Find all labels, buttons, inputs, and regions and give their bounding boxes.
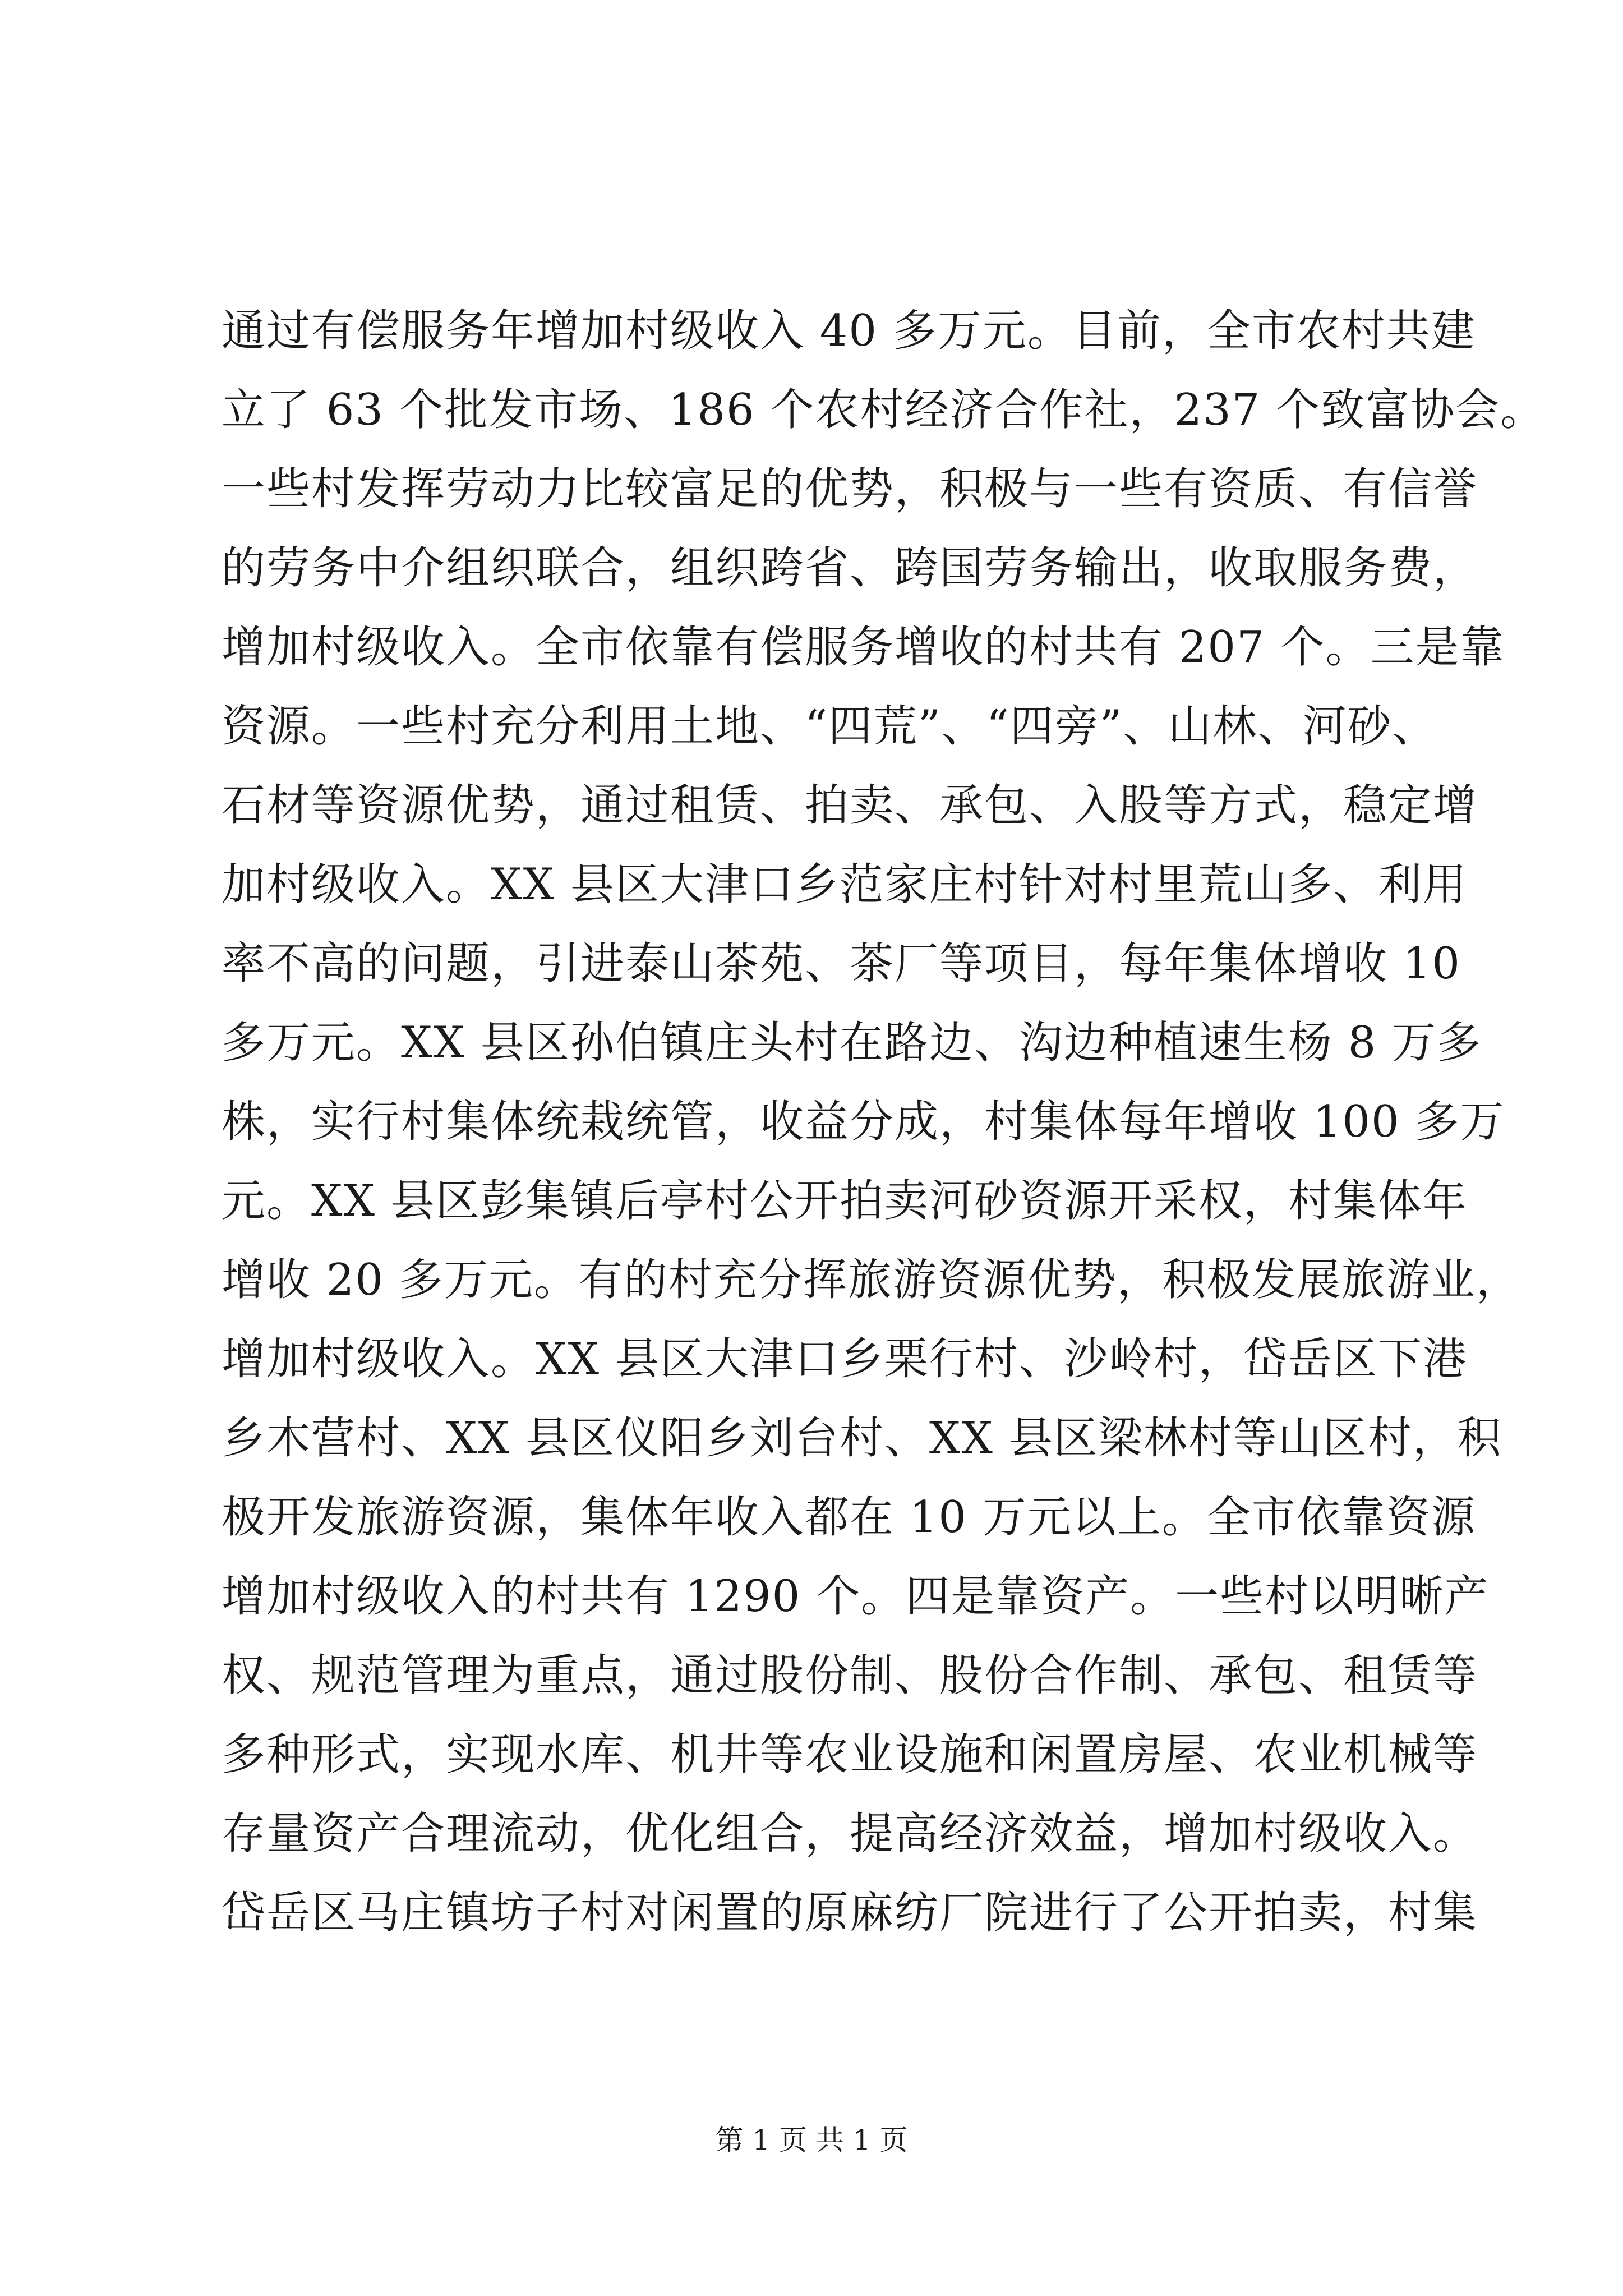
text-line: 增加村级收入。XX 县区大津口乡栗行村、沙岭村，岱岳区下港 xyxy=(222,1334,1468,1384)
text-line: 加村级收入。XX 县区大津口乡范家庄村针对村里荒山多、利用 xyxy=(222,859,1468,910)
text-line: 元。XX 县区彭集镇后亭村公开拍卖河砂资源开采权，村集体年 xyxy=(222,1176,1468,1226)
text-line: 多种形式，实现水库、机井等农业设施和闲置房屋、农业机械等 xyxy=(222,1729,1478,1780)
text-line: 石材等资源优势，通过租赁、拍卖、承包、入股等方式，稳定增 xyxy=(222,780,1478,831)
text-line: 极开发旅游资源，集体年收入都在 10 万元以上。全市依靠资源 xyxy=(222,1492,1476,1543)
page-number-footer: 第 1 页 共 1 页 xyxy=(715,2124,908,2156)
text-line: 一些村发挥劳动力比较富足的优势，积极与一些有资质、有信誉 xyxy=(222,464,1478,514)
text-line: 株，实行村集体统栽统管，收益分成，村集体每年增收 100 多万 xyxy=(222,1097,1505,1147)
text-line: 通过有偿服务年增加村级收入 40 多万元。目前，全市农村共建 xyxy=(222,306,1476,356)
text-line: 权、规范管理为重点，通过股份制、股份合作制、承包、租赁等 xyxy=(222,1650,1478,1701)
text-line: 增收 20 多万元。有的村充分挥旅游资源优势，积极发展旅游业， xyxy=(222,1255,1521,1305)
text-line: 存量资产合理流动，优化组合，提高经济效益，增加村级收入。 xyxy=(222,1809,1478,1859)
text-line: 的劳务中介组织联合，组织跨省、跨国劳务输出，收取服务费， xyxy=(222,543,1478,593)
text-line: 资源。一些村充分利用土地、“四荒”、“四旁”、山林、河砂、 xyxy=(222,701,1437,752)
document-body xyxy=(222,292,1546,1953)
text-line: 岱岳区马庄镇坊子村对闲置的原麻纺厂院进行了公开拍卖，村集 xyxy=(222,1888,1478,1938)
text-line: 乡木营村、XX 县区仪阳乡刘台村、XX 县区梁林村等山区村，积 xyxy=(222,1413,1502,1464)
text-line: 增加村级收入的村共有 1290 个。四是靠资产。一些村以明晰产 xyxy=(222,1571,1490,1622)
text-line: 率不高的问题，引进泰山茶苑、茶厂等项目，每年集体增收 10 xyxy=(222,938,1461,989)
text-line: 立了 63 个批发市场、186 个农村经济合作社，237 个致富协会。 xyxy=(222,385,1546,435)
text-line: 增加村级收入。全市依靠有偿服务增收的村共有 207 个。三是靠 xyxy=(222,622,1505,673)
text-line: 多万元。XX 县区孙伯镇庄头村在路边、沟边种植速生杨 8 万多 xyxy=(222,1018,1482,1068)
